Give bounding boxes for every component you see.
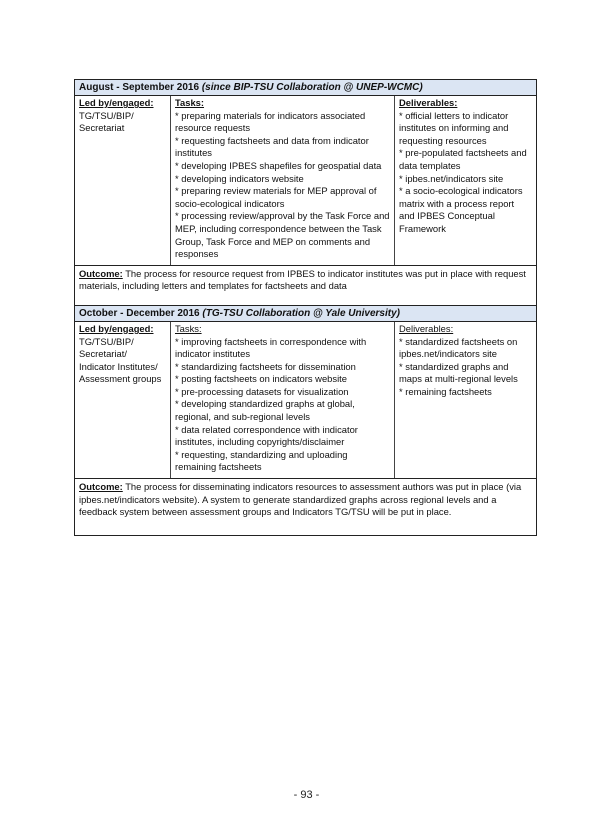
section-body (75, 96, 536, 266)
task-line: * standardizing factsheets for dissemination (175, 360, 356, 372)
tasks-label: Tasks: (175, 322, 202, 334)
deliverables-label: Deliverables: (399, 322, 454, 334)
section-collaboration: (TG-TSU Collaboration @ Yale University) (202, 307, 400, 319)
led-by-line: Secretariat (79, 122, 125, 134)
task-line: * developing indicators website (175, 172, 304, 184)
section-period: October - December 2016 (79, 307, 200, 319)
task-line: * preparing materials for indicators associated (175, 109, 366, 121)
task-line: regional, and sub-regional levels (175, 411, 310, 423)
task-line: * preparing review materials for MEP approval of (175, 185, 377, 197)
led-by-label: Led by/engaged: (79, 322, 154, 334)
deliverable-line: * official letters to indicator (399, 109, 509, 121)
deliverable-line: requesting resources (399, 134, 487, 146)
section-header (75, 80, 536, 96)
task-line: * requesting factsheets and data from indicator (175, 134, 369, 146)
task-line: resource requests (175, 122, 251, 134)
section-collaboration: (since BIP-TSU Collaboration @ UNEP-WCMC) (201, 82, 423, 93)
task-line: institutes (175, 147, 212, 159)
task-line: * developing standardized graphs at global, (175, 398, 355, 410)
task-line: * pre-processing datasets for visualization (175, 385, 349, 397)
outcome-text: The process for disseminating indicators resources to assessment authors was put in place (via ipbes.net/indicators website). A system to generate standardized graphs across regional levels and a feedback system between assessment groups and Indicators TG/TSU will be put in place. (79, 481, 522, 518)
task-line: responses (175, 248, 219, 260)
outcome-cell (75, 266, 536, 306)
led-by-cell (75, 322, 171, 478)
deliverables-label: Deliverables: (399, 97, 458, 108)
led-by-line: TG/TSU/BIP/ (79, 335, 134, 347)
task-line: indicator institutes (175, 348, 251, 360)
led-by-label: Led by/engaged: (79, 97, 154, 108)
section-header (75, 306, 536, 322)
deliverable-line: data templates (399, 159, 461, 171)
deliverable-line: Framework (399, 222, 446, 234)
led-by-cell (75, 96, 171, 265)
task-line: * developing IPBES shapefiles for geospatial data (175, 159, 382, 171)
task-line: * data related correspondence with indicator (175, 423, 358, 435)
deliverables-cell (395, 322, 536, 478)
tasks-label: Tasks: (175, 97, 205, 108)
task-line: * processing review/approval by the Task Force and (175, 210, 390, 222)
outcome-text: The process for resource request from IPBES to indicator institutes was put in place with request materials, including letters and templates for factsheets and data (79, 267, 526, 292)
deliverables-cell (395, 96, 536, 265)
deliverable-line: maps at multi-regional levels (399, 373, 518, 385)
outcome-label: Outcome: (79, 481, 123, 493)
deliverable-line: * standardized graphs and (399, 360, 509, 372)
task-line: remaining factsheets (175, 461, 262, 473)
led-by-line: TG/TSU/BIP/ (79, 109, 134, 121)
page-number: - 93 - (293, 789, 320, 801)
outcome-cell (75, 479, 536, 535)
task-line: MEP, including correspondence between the Task (175, 222, 382, 234)
task-line: institutes, including copyrights/disclaimer (175, 436, 345, 448)
deliverable-line: institutes on informing and (399, 122, 509, 134)
deliverable-line: ipbes.net/indicators site (399, 348, 497, 360)
section-period: August - September 2016 (79, 82, 200, 93)
led-by-line: Assessment groups (79, 373, 162, 385)
deliverable-line: * standardized factsheets on (399, 335, 518, 347)
work-plan-table (74, 79, 537, 536)
tasks-cell (171, 322, 395, 478)
deliverable-line: * ipbes.net/indicators site (399, 172, 504, 184)
led-by-line: Indicator Institutes/ (79, 360, 158, 372)
task-line: * requesting, standardizing and uploading (175, 448, 348, 460)
outcome-label: Outcome: (79, 267, 123, 279)
task-line: * posting factsheets on indicators website (175, 373, 347, 385)
task-line: * improving factsheets in correspondence with (175, 335, 367, 347)
tasks-cell (171, 96, 395, 265)
task-line: socio-ecological indicators (175, 197, 285, 209)
deliverable-line: * pre-populated factsheets and (399, 147, 527, 159)
led-by-line: Secretariat/ (79, 348, 127, 360)
deliverable-line: * remaining factsheets (399, 385, 492, 397)
deliverable-line: * a socio-ecological indicators (399, 185, 523, 197)
deliverable-line: and IPBES Conceptual (399, 210, 495, 222)
deliverable-line: matrix with a process report (399, 197, 515, 209)
task-line: Group, Task Force and MEP on comments and (175, 235, 371, 247)
section-body (75, 322, 536, 479)
